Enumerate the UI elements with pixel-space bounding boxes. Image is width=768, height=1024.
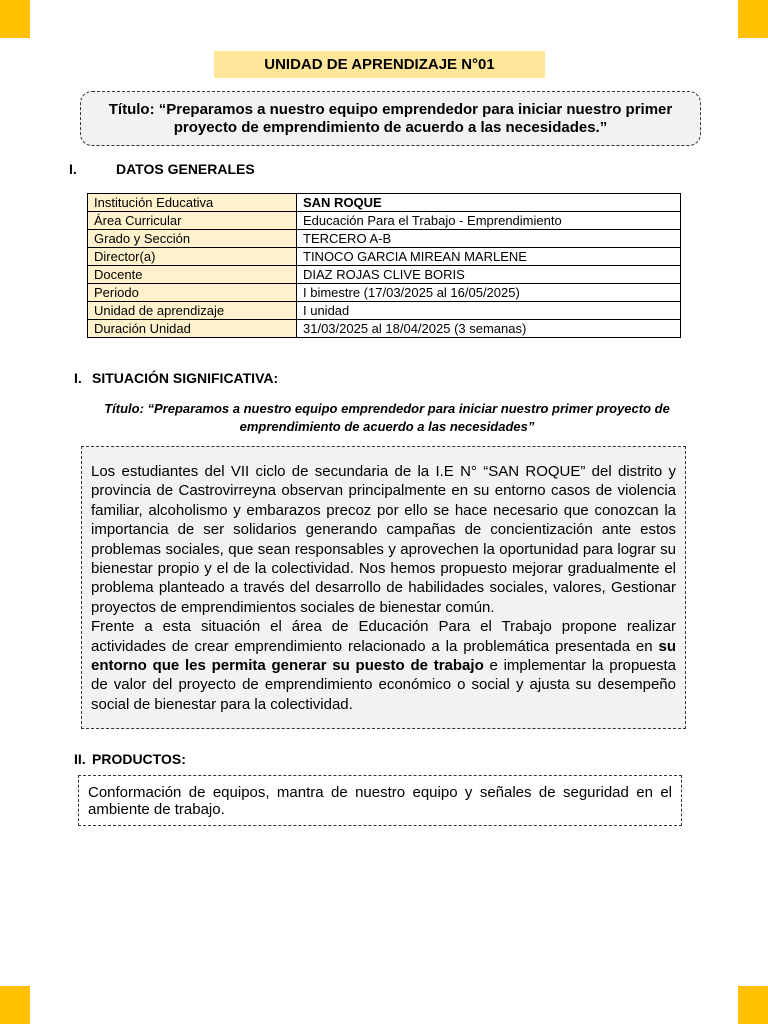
section-title: DATOS GENERALES (116, 161, 255, 177)
unit-title: UNIDAD DE APRENDIZAJE N°01 (214, 51, 545, 78)
table-row (88, 320, 681, 338)
table-value-cell: 31/03/2025 al 18/04/2025 (3 semanas) (297, 320, 681, 338)
table-row (88, 212, 681, 230)
situation-paragraph-2: Frente a esta situación el área de Educación Para el Trabajo propone realizar actividades de crear emprendimiento relacionado a la problemática presentada en su entorno que les permita generar su puesto de trabajo e implementar la propuesta de valor del proyecto de emprendimiento económico o social y ajusta su desempeño social de bienestar para la colectividad. (91, 618, 676, 713)
table-label-cell: Institución Educativa (88, 194, 297, 212)
section-general-heading (69, 161, 255, 177)
products-box (78, 775, 682, 826)
section-number: I. (74, 370, 82, 386)
table-row (88, 284, 681, 302)
section-number: II. (74, 751, 86, 767)
general-data-table (87, 193, 681, 338)
section-number: I. (69, 161, 77, 177)
table-label-cell: Periodo (88, 284, 297, 302)
corner-decoration-top-right (738, 0, 768, 38)
corner-decoration-bottom-right (738, 986, 768, 1024)
table-value-cell: Educación Para el Trabajo - Emprendimiento (297, 212, 681, 230)
corner-decoration-bottom-left (0, 986, 30, 1024)
table-row (88, 230, 681, 248)
table-value-cell: SAN ROQUE (297, 194, 681, 212)
section-title: SITUACIÓN SIGNIFICATIVA: (92, 370, 279, 386)
corner-decoration-top-left (0, 0, 30, 38)
situation-paragraph-1: Los estudiantes del VII ciclo de secundaria de la I.E N° “SAN ROQUE” del distrito y provincia de Castrovirreyna observan principalmente en su entorno casos de violencia familiar, alcoholismo y embarazos precoz por ello se hace necesario que conozcan la importancia de ser solidarios generando campañas de concientización ante estos problemas sociales, que sean responsables y aprovechen la oportunidad para lograr su bienestar propio y el de la colectividad. Nos hemos propuesto mejorar gradualmente el problema planteado a través del desarrollo de habilidades sociales, valores, Gestionar proyectos de emprendimientos sociales de bienestar común. (91, 463, 676, 616)
situation-emphasis: su entorno que les permita generar su puesto de trabajo (91, 637, 676, 675)
section-products-heading (74, 751, 186, 767)
table-label-cell: Grado y Sección (88, 230, 297, 248)
table-label-cell: Unidad de aprendizaje (88, 302, 297, 320)
section-situation-heading (74, 370, 278, 386)
table-label-cell: Duración Unidad (88, 320, 297, 338)
situation-box (81, 446, 686, 729)
table-row (88, 266, 681, 284)
title-box (80, 91, 701, 146)
table-row (88, 302, 681, 320)
table-value-cell: I bimestre (17/03/2025 al 16/05/2025) (297, 284, 681, 302)
table-value-cell: I unidad (297, 302, 681, 320)
situation-title: Título: “Preparamos a nuestro equipo emprendedor para iniciar nuestro primer proyecto de emprendimiento de acuerdo a las necesidades” (104, 401, 670, 434)
table-row (88, 194, 681, 212)
table-value-cell: TINOCO GARCIA MIREAN MARLENE (297, 248, 681, 266)
table-label-cell: Área Curricular (88, 212, 297, 230)
products-text: Conformación de equipos, mantra de nuestro equipo y señales de seguridad en el ambiente de trabajo. (88, 784, 672, 818)
title-text: Título: “Preparamos a nuestro equipo emprendedor para iniciar nuestro primer proyecto de emprendimiento de acuerdo a las necesidades.” (108, 100, 673, 136)
table-label-cell: Docente (88, 266, 297, 284)
table-value-cell: DIAZ ROJAS CLIVE BORIS (297, 266, 681, 284)
table-label-cell: Director(a) (88, 248, 297, 266)
table-value-cell: TERCERO A-B (297, 230, 681, 248)
section-title: PRODUCTOS: (92, 751, 186, 767)
table-row (88, 248, 681, 266)
